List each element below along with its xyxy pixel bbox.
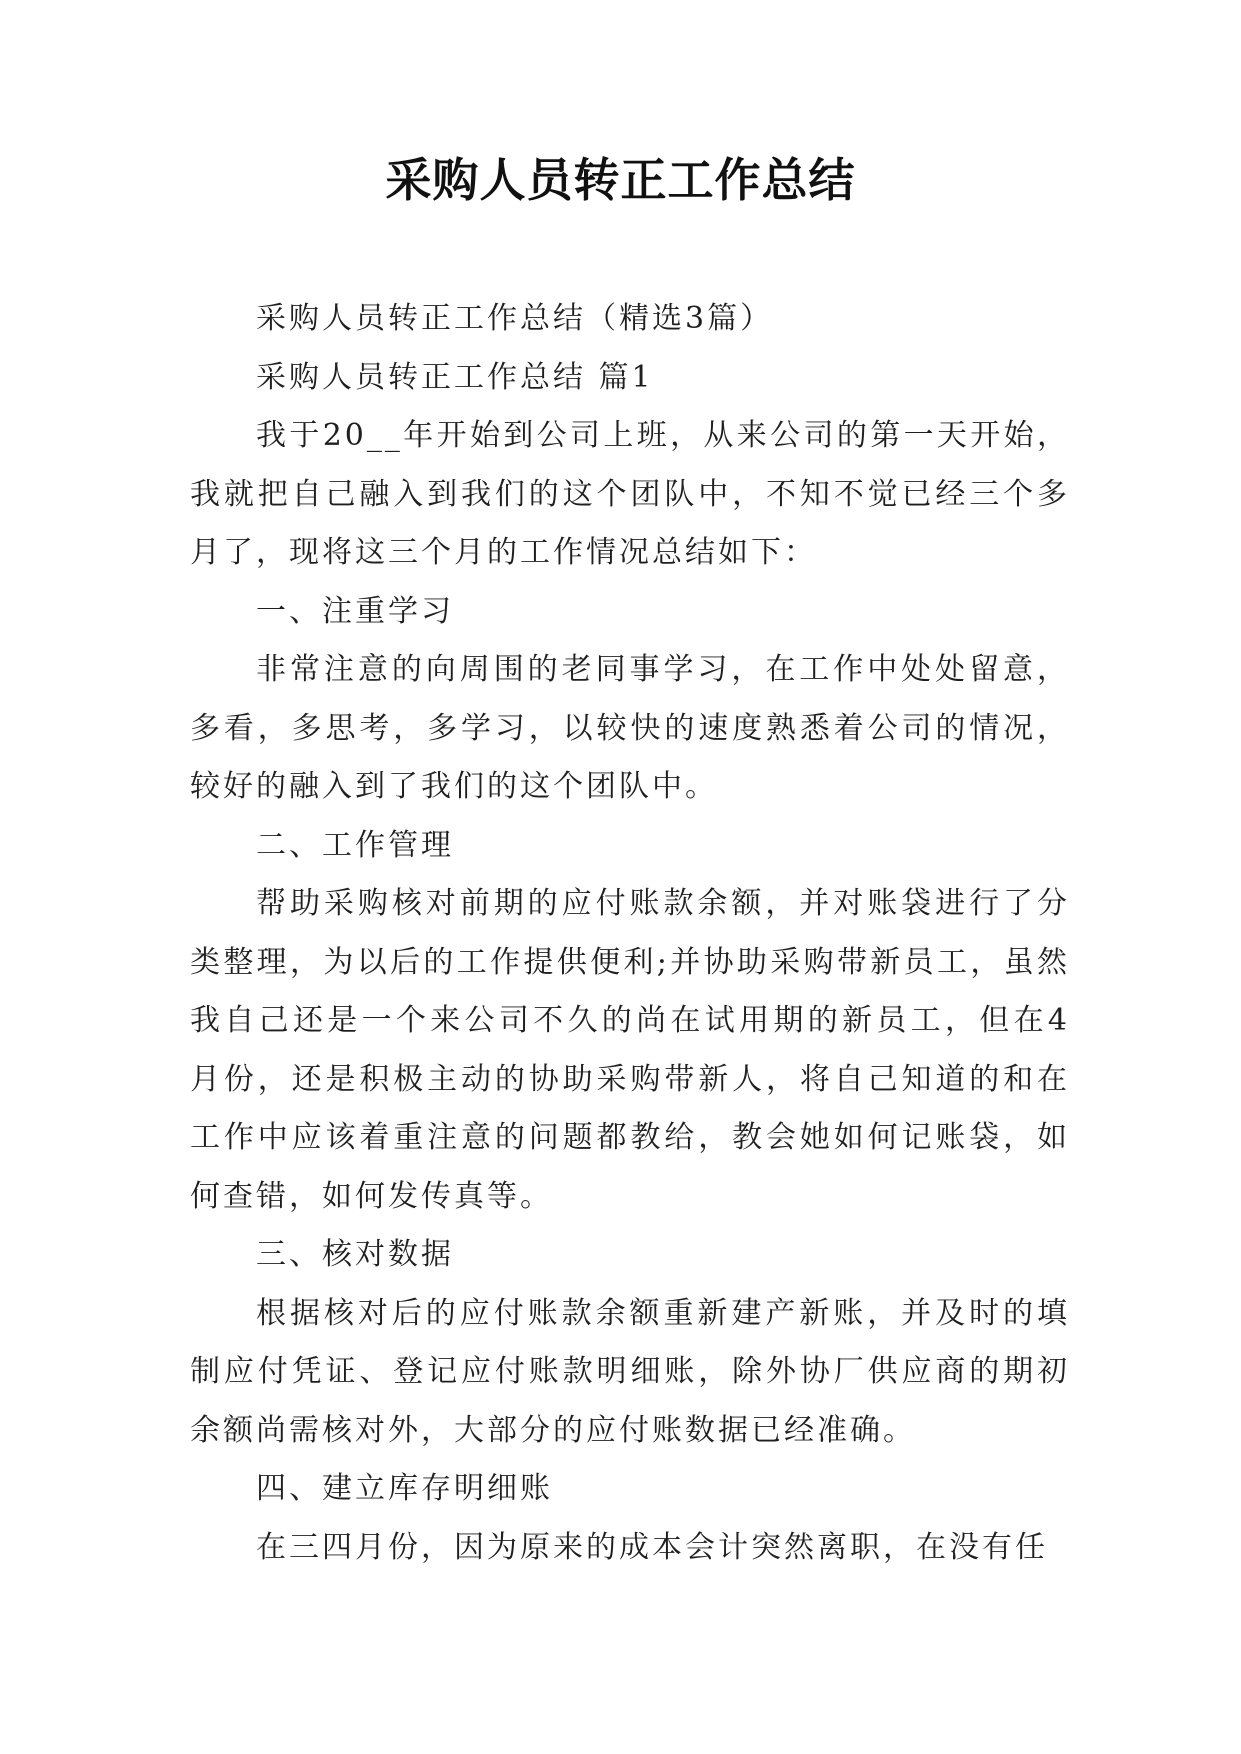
heading-work-management: 二、工作管理 bbox=[256, 827, 454, 863]
heading-check-data: 三、核对数据 bbox=[256, 1237, 454, 1272]
section-heading-part-1: 采购人员转正工作总结 篇1 bbox=[256, 359, 654, 395]
heading-study: 一、注重学习 bbox=[256, 593, 454, 629]
document-title: 采购人员转正工作总结 bbox=[385, 153, 856, 207]
heading-inventory-ledger: 四、建立库存明细账 bbox=[256, 1471, 553, 1506]
document-body bbox=[190, 290, 1070, 1577]
intro-paragraph: 我于20__年开始到公司上班，从来公司的第一天开始，我就把自己融入到我们的这个团队中，不知不觉已经三个多月了，现将这三个月的工作情况总结如下： bbox=[190, 418, 1070, 570]
paragraph-study: 非常注意的向周围的老同事学习，在工作中处处留意，多看，多思考，多学习，以较快的速度熟悉着公司的情况，较好的融入到了我们的这个团队中。 bbox=[190, 652, 1070, 804]
subtitle-paragraph: 采购人员转正工作总结（精选3篇） bbox=[256, 301, 774, 336]
paragraph-work-management: 帮助采购核对前期的应付账款余额，并对账袋进行了分类整理，为以后的工作提供便利;并协助采购带新员工，虽然我自己还是一个来公司不久的尚在试用期的新员工，但在4月份，还是积极主动的协助采购带新人，将自己知道的和在工作中应该着重注意的问题都教给，教会她如何记账袋，如何查错，如何发传真等。 bbox=[190, 886, 1070, 1214]
paragraph-inventory-ledger: 在三四月份，因为原来的成本会计突然离职，在没有任 bbox=[256, 1529, 1048, 1565]
paragraph-check-data: 根据核对后的应付账款余额重新建产新账，并及时的填制应付凭证、登记应付账款明细账，除外协厂供应商的期初余额尚需核对外，大部分的应付账数据已经准确。 bbox=[190, 1295, 1070, 1448]
